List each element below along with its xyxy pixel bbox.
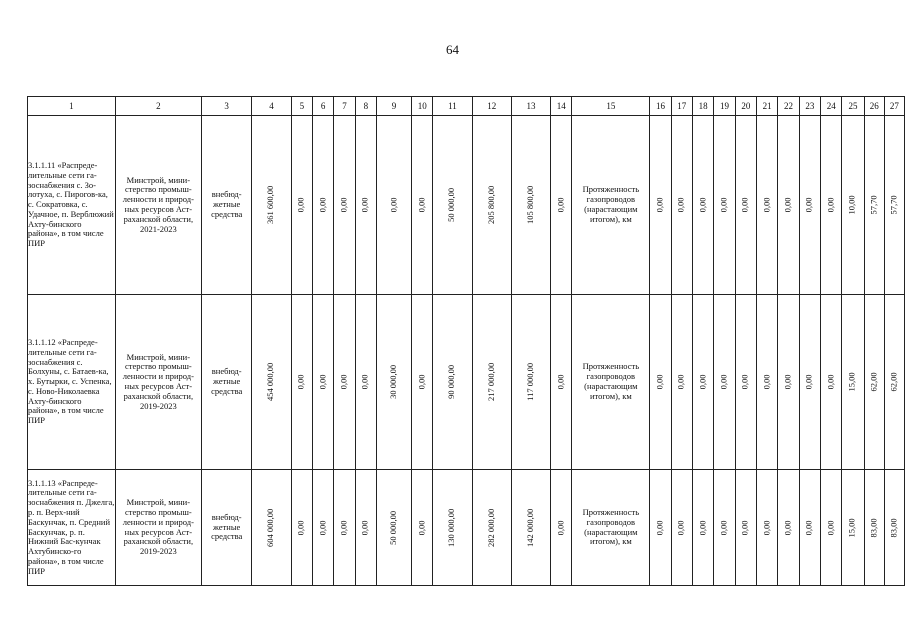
amount-cell (377, 116, 412, 295)
amount-value: 0,00 (295, 197, 306, 213)
funding-source-cell: внебюд-жетные средства (201, 470, 251, 586)
amount-cell (433, 295, 472, 470)
target-cell (650, 116, 671, 295)
amount-cell (472, 116, 511, 295)
amount-cell (312, 470, 333, 586)
target-value: 0,00 (761, 374, 772, 390)
target-value: 0,00 (761, 197, 772, 213)
column-number-cell: 15 (572, 97, 650, 116)
amount-cell (377, 295, 412, 470)
target-cell (757, 470, 778, 586)
amount-value: 0,00 (295, 374, 306, 390)
column-number-cell: 27 (884, 97, 904, 116)
column-number-cell: 19 (714, 97, 735, 116)
target-value: 0,00 (782, 197, 793, 213)
target-cell (757, 295, 778, 470)
amount-value: 205 800,00 (485, 185, 496, 225)
responsible-cell: Минстрой, мини-стерство промыш-ленности и природ-ных ресурсов Аст-раханской области, 2021-2023 (115, 116, 201, 295)
amount-value: 50 000,00 (446, 187, 457, 222)
target-cell (842, 116, 864, 295)
target-value: 0,00 (782, 520, 793, 535)
target-value: 0,00 (782, 374, 793, 390)
target-value: 0,00 (675, 197, 686, 213)
column-number-cell: 17 (671, 97, 692, 116)
table-row (28, 295, 905, 470)
amount-cell (355, 470, 376, 586)
column-number-cell: 1 (28, 97, 116, 116)
amount-value: 0,00 (388, 197, 399, 213)
column-number-cell: 5 (291, 97, 312, 116)
target-cell (884, 470, 904, 586)
column-number-cell: 26 (864, 97, 884, 116)
column-number-cell: 14 (551, 97, 572, 116)
amount-value: 361 600,00 (265, 185, 276, 225)
amount-value: 90 000,00 (446, 364, 457, 399)
amount-value: 0,00 (359, 197, 370, 213)
amount-cell (291, 470, 312, 586)
column-number-cell: 7 (334, 97, 355, 116)
target-cell (842, 295, 864, 470)
column-number-cell: 13 (511, 97, 550, 116)
target-cell (735, 295, 756, 470)
target-value: 0,00 (675, 520, 686, 535)
target-value: 0,00 (697, 197, 708, 213)
amount-cell (551, 116, 572, 295)
amount-cell (312, 116, 333, 295)
target-cell (714, 470, 735, 586)
amount-cell (355, 116, 376, 295)
amount-cell (433, 470, 472, 586)
target-value: 0,00 (697, 520, 708, 535)
target-cell (650, 295, 671, 470)
page-number: 64 (446, 42, 459, 57)
target-value: 15,00 (847, 517, 858, 538)
responsible-cell: Минстрой, мини-стерство промыш-ленности и природ-ных ресурсов Аст-раханской области, 2019-2023 (115, 295, 201, 470)
amount-value: 0,00 (555, 374, 566, 390)
target-cell (778, 470, 799, 586)
target-cell (778, 116, 799, 295)
amount-cell (252, 295, 291, 470)
column-number-cell: 16 (650, 97, 671, 116)
column-number-cell: 6 (312, 97, 333, 116)
amount-cell (252, 470, 291, 586)
target-cell (799, 295, 820, 470)
amount-cell (334, 116, 355, 295)
amount-value: 130 000,00 (446, 508, 457, 547)
target-cell (864, 295, 884, 470)
target-cell (714, 116, 735, 295)
column-number-cell: 2 (115, 97, 201, 116)
target-cell (778, 295, 799, 470)
target-cell (757, 116, 778, 295)
amount-cell (511, 295, 550, 470)
amount-value: 0,00 (338, 520, 349, 535)
amount-cell (472, 470, 511, 586)
target-cell (821, 295, 842, 470)
measure-name-cell: 3.1.1.11 «Распреде-лительные сети га-зоснабжения с. Зо-лотуха, с. Пирогов-ка, с. Сократовка, с. Удачное, п. Верблюжий Ахту-бинского района», в том числе ПИР (28, 116, 116, 295)
column-number-cell: 3 (201, 97, 251, 116)
target-value: 0,00 (654, 374, 665, 390)
target-cell (799, 116, 820, 295)
amount-cell (412, 116, 433, 295)
target-cell (884, 116, 904, 295)
target-cell (692, 116, 713, 295)
amount-value: 0,00 (555, 520, 566, 535)
target-value: 15,00 (847, 372, 858, 392)
indicator-cell: Протяженность газопроводов (нарастающим итогом), км (572, 116, 650, 295)
target-value: 0,00 (675, 374, 686, 390)
amount-value: 0,00 (317, 374, 328, 390)
target-cell (735, 116, 756, 295)
target-cell (864, 116, 884, 295)
amount-value: 0,00 (359, 520, 370, 535)
amount-cell (511, 116, 550, 295)
amount-cell (334, 295, 355, 470)
target-value: 0,00 (825, 520, 836, 535)
amount-value: 105 800,00 (525, 185, 536, 225)
target-value: 0,00 (803, 197, 814, 213)
table-row (28, 470, 905, 586)
amount-cell (472, 295, 511, 470)
target-cell (884, 295, 904, 470)
amount-cell (334, 470, 355, 586)
target-value: 0,00 (803, 520, 814, 535)
target-cell (735, 470, 756, 586)
amount-value: 117 000,00 (525, 363, 536, 401)
column-number-cell: 22 (778, 97, 799, 116)
funding-source-cell: внебюд-жетные средства (201, 116, 251, 295)
indicator-cell: Протяженность газопроводов (нарастающим итогом), км (572, 295, 650, 470)
amount-value: 0,00 (317, 197, 328, 213)
amount-cell (412, 470, 433, 586)
target-value: 0,00 (718, 374, 729, 390)
target-cell (671, 470, 692, 586)
amount-cell (433, 116, 472, 295)
target-value: 0,00 (739, 374, 750, 390)
column-number-cell: 11 (433, 97, 472, 116)
amount-cell (551, 470, 572, 586)
target-value: 62,00 (868, 372, 879, 392)
amount-value: 30 000,00 (388, 364, 399, 399)
amount-value: 0,00 (338, 374, 349, 390)
target-cell (821, 470, 842, 586)
amount-value: 604 000,00 (265, 508, 276, 547)
amount-value: 0,00 (338, 197, 349, 213)
amount-value: 0,00 (295, 520, 306, 535)
target-value: 0,00 (761, 520, 772, 535)
target-value: 0,00 (803, 374, 814, 390)
column-number-cell: 12 (472, 97, 511, 116)
amount-value: 142 000,00 (525, 508, 536, 547)
target-cell (821, 116, 842, 295)
amount-cell (252, 116, 291, 295)
target-cell (864, 470, 884, 586)
column-number-cell: 9 (377, 97, 412, 116)
amount-cell (291, 295, 312, 470)
target-value: 57,70 (888, 195, 899, 215)
amount-cell (291, 116, 312, 295)
target-cell (799, 470, 820, 586)
amount-value: 454 000,00 (265, 362, 276, 402)
target-cell (671, 116, 692, 295)
funding-source-cell: внебюд-жетные средства (201, 295, 251, 470)
target-cell (650, 470, 671, 586)
table-row (28, 116, 905, 295)
column-number-cell: 23 (799, 97, 820, 116)
target-value: 0,00 (825, 197, 836, 213)
indicator-cell: Протяженность газопроводов (нарастающим итогом), км (572, 470, 650, 586)
column-number-cell: 20 (735, 97, 756, 116)
target-cell (692, 295, 713, 470)
column-number-cell: 4 (252, 97, 291, 116)
amount-cell (312, 295, 333, 470)
amount-value: 0,00 (555, 197, 566, 213)
amount-value: 0,00 (416, 520, 427, 535)
amount-value: 50 000,00 (388, 510, 399, 545)
target-value: 62,00 (888, 372, 899, 392)
amount-value: 217 000,00 (485, 362, 496, 402)
column-number-cell: 8 (355, 97, 376, 116)
amount-value: 0,00 (416, 374, 427, 390)
target-cell (671, 295, 692, 470)
target-value: 0,00 (654, 520, 665, 535)
column-number-cell: 24 (821, 97, 842, 116)
target-value: 0,00 (739, 520, 750, 535)
amount-value: 0,00 (416, 197, 427, 213)
program-measures-table (27, 96, 905, 586)
target-value: 83,00 (888, 517, 899, 538)
column-number-cell: 21 (757, 97, 778, 116)
target-value: 0,00 (825, 374, 836, 390)
column-number-row (28, 97, 905, 116)
target-cell (714, 295, 735, 470)
column-number-cell: 10 (412, 97, 433, 116)
measure-name-cell: 3.1.1.12 «Распреде-лительные сети га-зоснабжения с. Болхуны, с. Батаев-ка, х. Бутырки, с. Успенка, с. Ново-Николаевка Ахту-бинского района», в том числе ПИР (28, 295, 116, 470)
amount-cell (355, 295, 376, 470)
amount-cell (551, 295, 572, 470)
target-value: 0,00 (739, 197, 750, 213)
target-value: 10,00 (847, 195, 858, 215)
column-number-cell: 18 (692, 97, 713, 116)
amount-cell (412, 295, 433, 470)
target-cell (692, 470, 713, 586)
amount-cell (511, 470, 550, 586)
measure-name-cell: 3.1.1.13 «Распреде-лительные сети га-зоснабжения п. Джелга, р. п. Верх-ний Баскунчак, п. Средний Баскунчак, р. п. Нижний Бас-кунчак Ахтубинско-го района», в том числе ПИР (28, 470, 116, 586)
amount-value: 282 000,00 (485, 508, 496, 547)
target-value: 0,00 (718, 197, 729, 213)
column-number-cell: 25 (842, 97, 864, 116)
target-value: 0,00 (697, 374, 708, 390)
target-value: 57,70 (868, 195, 879, 215)
responsible-cell: Минстрой, мини-стерство промыш-ленности и природ-ных ресурсов Аст-раханской области, 2019-2023 (115, 470, 201, 586)
target-value: 0,00 (654, 197, 665, 213)
target-value: 0,00 (718, 520, 729, 535)
target-cell (842, 470, 864, 586)
amount-cell (377, 470, 412, 586)
amount-value: 0,00 (359, 374, 370, 390)
target-value: 83,00 (868, 517, 879, 538)
amount-value: 0,00 (317, 520, 328, 535)
